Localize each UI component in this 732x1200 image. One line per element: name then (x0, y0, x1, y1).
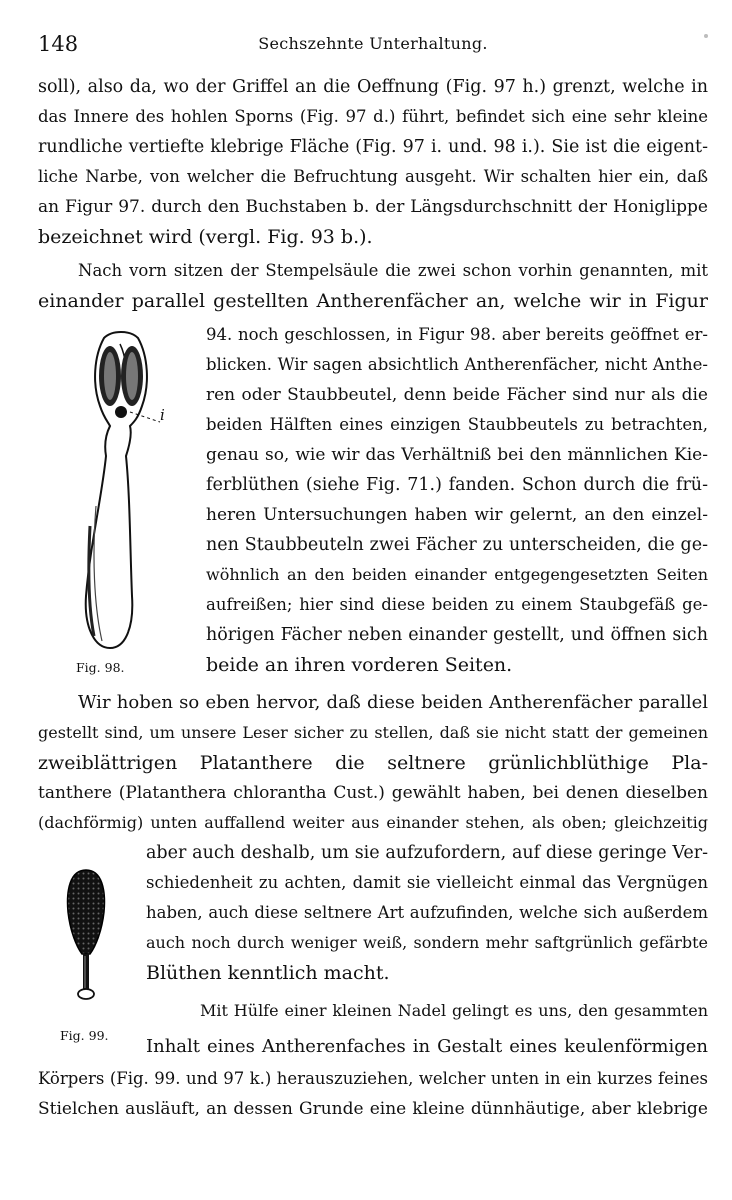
text-line: ren oder Staubbeutel, denn beide Fächer sind nur als die (206, 385, 708, 405)
text-line: Blüthen kenntlich macht. (146, 962, 390, 984)
figure-98-caption: Fig. 98. (76, 660, 125, 675)
text-line: tanthere (Platanthera chlorantha Cust.) gewählt haben, bei denen dieselben (38, 783, 708, 803)
text-line: nen Staubbeuteln zwei Fächer zu unterscheiden, die ge- (206, 535, 708, 555)
text-line: hörigen Fächer neben einander gestellt, und öffnen sich (206, 625, 708, 645)
text-line: haben, auch diese seltnere Art aufzufinden, welche sich außerdem (146, 903, 708, 922)
text-line: aufreißen; hier sind diese beiden zu einem Staubgefäß ge- (206, 595, 708, 614)
text-line: Nach vorn sitzen der Stempelsäule die zwei schon vorhin genannten, mit (78, 261, 708, 280)
text-line: Inhalt eines Antherenfaches in Gestalt eines keulenförmigen (146, 1036, 708, 1057)
text-line: genau so, wie wir das Verhältniß bei den männlichen Kie- (206, 445, 708, 465)
text-line: Wir hoben so eben hervor, daß diese beiden Antherenfächer parallel (78, 692, 708, 713)
text-line: schiedenheit zu achten, damit sie vielleicht einmal das Vergnügen (146, 873, 708, 892)
text-line: rundliche vertiefte klebrige Fläche (Fig. 97 i. und. 98 i.). Sie ist die eigent- (38, 137, 708, 157)
text-line: wöhnlich an den beiden einander entgegengesetzten Seiten (206, 565, 708, 584)
text-line: Stielchen ausläuft, an dessen Grunde eine kleine dünnhäutige, aber klebrige (38, 1099, 708, 1119)
text-line: beide an ihren vorderen Seiten. (206, 654, 513, 676)
text-line: bezeichnet wird (vergl. Fig. 93 b.). (38, 226, 373, 248)
text-line: liche Narbe, von welcher die Befruchtung ausgeht. Wir schalten hier ein, daß (38, 167, 708, 186)
text-line: aber auch deshalb, um sie aufzufordern, auf diese geringe Ver- (146, 843, 708, 863)
text-line: 94. noch geschlossen, in Figur 98. aber bereits geöffnet er- (206, 325, 708, 344)
page-number: 148 (38, 32, 79, 56)
text-line: ferblüthen (siehe Fig. 71.) fanden. Schon durch die frü- (206, 475, 708, 495)
text-line: das Innere des hohlen Sporns (Fig. 97 d.) führt, befindet sich eine sehr kleine (38, 107, 708, 126)
figure-98-label-i: i (160, 406, 165, 424)
text-line: beiden Hälften eines einzigen Staubbeutels zu betrachten, (206, 415, 708, 434)
text-line: auch noch durch weniger weiß, sondern mehr saftgrünlich gefärbte (146, 933, 708, 952)
text-line: heren Untersuchungen haben wir gelernt, an den einzel- (206, 505, 708, 525)
ink-speck (704, 34, 708, 38)
page-header (38, 32, 708, 60)
text-line: einander parallel gestellten Antherenfächer an, welche wir in Figur (38, 290, 708, 312)
text-line: (dachförmig) unten auffallend weiter aus einander stehen, als oben; gleichzeitig (38, 813, 708, 832)
text-line: soll), also da, wo der Griffel an die Oeffnung (Fig. 97 h.) grenzt, welche in (38, 77, 708, 97)
figure-98-drawing (60, 326, 180, 656)
figure-99-caption: Fig. 99. (60, 1028, 109, 1043)
figure-99-drawing (56, 866, 116, 1006)
text-line: gestellt sind, um unsere Leser sicher zu stellen, daß sie nicht statt der gemeinen (38, 723, 708, 742)
text-line: Körpers (Fig. 99. und 97 k.) herauszuziehen, welcher unten in ein kurzes feines (38, 1069, 708, 1088)
text-line: blicken. Wir sagen absichtlich Antherenfächer, nicht Anthe- (206, 355, 708, 374)
text-line: zweiblättrigen Platanthere die seltnere grünlichblüthige Pla- (38, 752, 708, 774)
text-line: an Figur 97. durch den Buchstaben b. der Längsdurchschnitt der Honiglippe (38, 197, 708, 217)
running-title: Sechszehnte Unterhaltung. (258, 34, 488, 53)
text-line: Mit Hülfe einer kleinen Nadel gelingt es uns, den gesammten (200, 1001, 708, 1020)
